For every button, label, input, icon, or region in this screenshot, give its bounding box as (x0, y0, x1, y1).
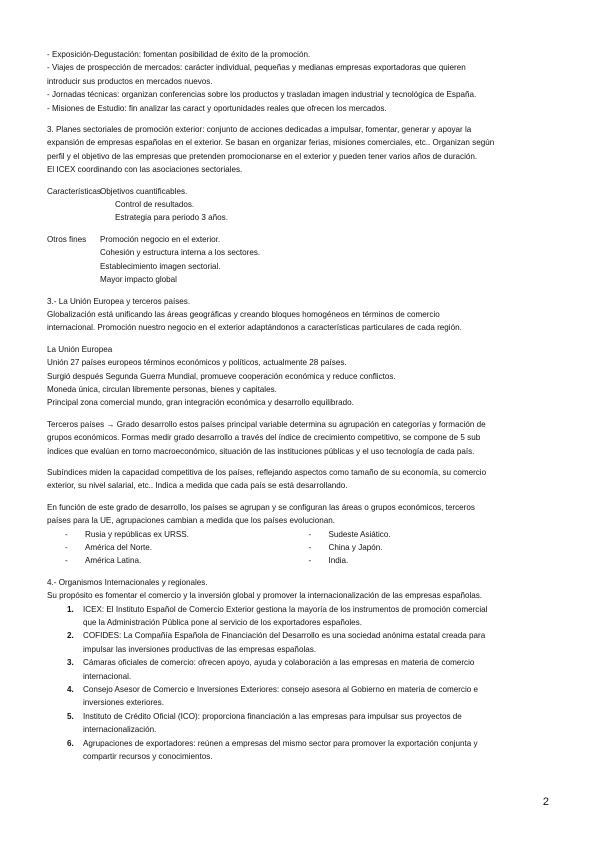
list-item: - India. (309, 554, 553, 567)
text-line: Su propósito es fomentar el comercio y la inversión global y promover la internacionalización de las empresas españolas. (47, 591, 483, 601)
text-line: países para la UE, agrupaciones cambian a medida que los países evolucionan. (47, 516, 335, 526)
organismos-list (47, 603, 552, 764)
caracteristicas-block (47, 185, 552, 198)
caracteristicas-label: Características (47, 186, 101, 196)
list-item (47, 710, 552, 737)
list-line: impulsar las inversiones productivas de las empresas españolas. (83, 644, 317, 654)
list-line: inversiones exteriores. (83, 698, 164, 708)
list-number: 5. (67, 711, 74, 721)
otros-fines-item: Promoción negocio en el exterior. (100, 234, 221, 244)
list-line: compartir recursos y conocimientos. (83, 752, 213, 762)
text-line: exterior, su nivel salarial, etc.. Indica a medida que cada país se está desarrollando. (47, 481, 348, 491)
list-number: 4. (67, 685, 74, 695)
list-item: - Sudeste Asiático. (309, 528, 553, 541)
list-line: internacional. (83, 671, 132, 681)
text-line: 3. Planes sectoriales de promoción exterior: conjunto de acciones dedicadas a impulsar, fomentar, generar y apoyar la (47, 125, 472, 135)
section-heading: 3.- La Unión Europea y terceros países. (47, 296, 191, 306)
list-item: - Rusia y repúblicas ex URSS. (65, 528, 309, 541)
otros-fines-block (47, 233, 552, 246)
text-line: Surgió después Segunda Guerra Mundial, promueve cooperación económica y reduce conflictos. (47, 371, 396, 381)
otros-fines-label: Otros fines (47, 234, 87, 244)
document-page (47, 48, 552, 764)
page-number: 2 (542, 796, 549, 808)
text-line: - Misiones de Estudio: fin analizar las caract y oportunidades reales que ofrecen los mercados. (47, 103, 387, 113)
text-line: introducir sus productos en mercados nuevos. (47, 76, 213, 86)
subsection-heading: La Unión Europea (47, 344, 113, 354)
otros-fines-item: Mayor impacto global (100, 275, 177, 285)
list-line: COFIDES: La Compañía Española de Financiación del Desarrollo es una sociedad anónima estatal creada para (83, 631, 486, 641)
list-number: 3. (67, 658, 74, 668)
text-line: Principal zona comercial mundo, gran integración económica y desarrollo equilibrado. (47, 398, 354, 408)
list-item (47, 737, 552, 764)
text-line: perfil y el objetivo de las empresas que pretenden promocionarse en el exterior y pueden tener varios años de duración. (47, 151, 478, 161)
text-line: El ICEX coordinando con las asociaciones sectoriales. (47, 165, 243, 175)
otros-fines-item: Cohesión y estructura interna a los sectores. (100, 248, 261, 258)
list-number: 6. (67, 738, 74, 748)
text-line: - Viajes de prospección de mercados: carácter individual, pequeñas y medianas empresas exportadoras que quieren (47, 63, 466, 73)
list-number: 2. (67, 631, 74, 641)
list-line: internacionalización. (83, 725, 157, 735)
text-line: índices que evalúan en torno macroeconómico, situación de las instituciones públicas y el uso tecnología de cada país. (47, 446, 475, 456)
caracteristica-item: Control de resultados. (115, 200, 195, 210)
country-list-left (65, 528, 309, 568)
list-number: 1. (67, 604, 74, 614)
list-item (47, 656, 552, 683)
text-line: - Exposición-Degustación: fomentan posibilidad de éxito de la promoción. (47, 50, 311, 59)
caracteristica-item: Objetivos cuantificables. (100, 186, 188, 196)
text-line: Moneda única, circulan libremente personas, bienes y capitales. (47, 384, 277, 394)
caracteristica-item: Estrategia para periodo 3 años. (115, 213, 228, 223)
list-item (47, 603, 552, 630)
text-line: En función de este grado de desarrollo, los países se agrupan y se configuran las áreas o grupos económicos, terceros (47, 502, 475, 512)
list-item (47, 629, 552, 656)
text-line: Unión 27 países europeos términos económicos y políticos, actualmente 28 países. (47, 358, 347, 368)
otros-fines-item: Establecimiento imagen sectorial. (100, 261, 221, 271)
list-item: - América Latina. (65, 554, 309, 567)
text-line: - Jornadas técnicas: organizan conferencias sobre los productos y trasladan imagen industrial y tecnológica de España. (47, 90, 477, 100)
list-line: Instituto de Crédito Oficial (ICO): proporciona financiación a las empresas para impulsar sus proyectos de (83, 711, 462, 721)
list-line: Agrupaciones de exportadores: reúnen a empresas del mismo sector para promover la exportación conjunta y (83, 738, 478, 748)
country-list-right (309, 528, 553, 568)
country-groups (47, 528, 552, 568)
list-line: Consejo Asesor de Comercio e Inversiones Exteriores: consejo asesora al Gobierno en materia de comercio e (83, 685, 478, 695)
text-line: internacional. Promoción nuestro negocio en el exterior adaptándonos a características particulares de cada región. (47, 323, 462, 333)
text-line: expansión de empresas españolas en el exterior. Se basan en organizar ferias, misiones comerciales, etc.. Organizan según (47, 138, 495, 148)
text-line: grupos económicos. Formas medir grado desarrollo a través del índice de crecimiento competitivo, se compone de 5 sub (47, 433, 481, 443)
list-line: Cámaras oficiales de comercio: ofrecen apoyo, ayuda y colaboración a las empresas en materia de comercio (83, 658, 475, 668)
list-line: ICEX: El Instituto Español de Comercio Exterior gestiona la mayoría de los instrumentos de promoción comercial (83, 604, 488, 614)
text-line: Terceros países → Grado desarrollo estos países principal variable determina su agrupación en categorías y formación de (47, 419, 486, 429)
list-line: que la Administración Pública pone al servicio de los exportadores españoles. (83, 618, 362, 628)
text-line: Globalización está unificando las áreas geográficas y creando bloques homogéneos en términos de comercio (47, 309, 440, 319)
section-heading: 4.- Organismos Internacionales y regionales. (47, 577, 208, 587)
list-item: - China y Japón. (309, 541, 553, 554)
list-item: - América del Norte. (65, 541, 309, 554)
list-item (47, 683, 552, 710)
text-line: Subíndices miden la capacidad competitiva de los países, reflejando aspectos como tamaño de su economía, su comercio (47, 467, 487, 477)
